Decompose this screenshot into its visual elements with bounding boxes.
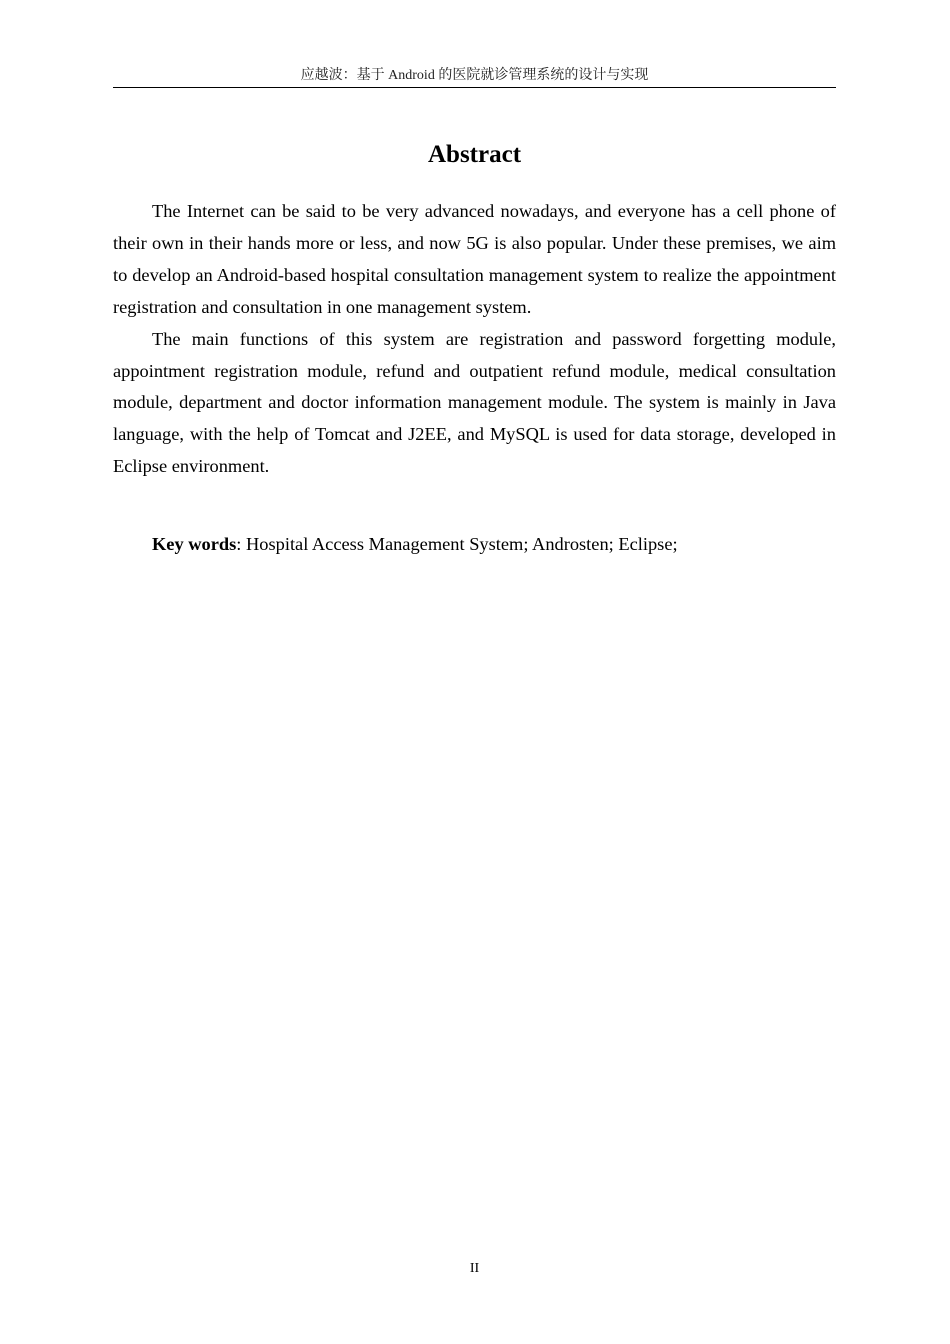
header-rule	[113, 87, 836, 88]
abstract-paragraph-2: The main functions of this system are registration and password forgetting module, appointment registration module, refund and outpatient refund module, medical consultation module, department and doctor information management module. The system is mainly in Java language, with the help of Tomcat and J2EE, and MySQL is used for data storage, developed in Eclipse environment.	[113, 328, 836, 477]
keywords-label: Key words	[152, 534, 237, 554]
abstract-title: Abstract	[427, 141, 522, 168]
abstract-body	[113, 196, 836, 483]
keywords-text: : Hospital Access Management System; Androsten; Eclipse;	[236, 534, 678, 554]
running-header: 应越波：基于 Android 的医院就诊管理系统的设计与实现	[300, 68, 649, 83]
keywords-line	[113, 529, 836, 561]
page-number: II	[469, 1261, 480, 1276]
abstract-paragraph-1: The Internet can be said to be very advanced nowadays, and everyone has a cell phone of their own in their hands more or less, and now 5G is also popular. Under these premises, we aim to develop an Android-based hospital consultation management system to realize the appointment registration and consultation in one management system.	[113, 201, 836, 317]
